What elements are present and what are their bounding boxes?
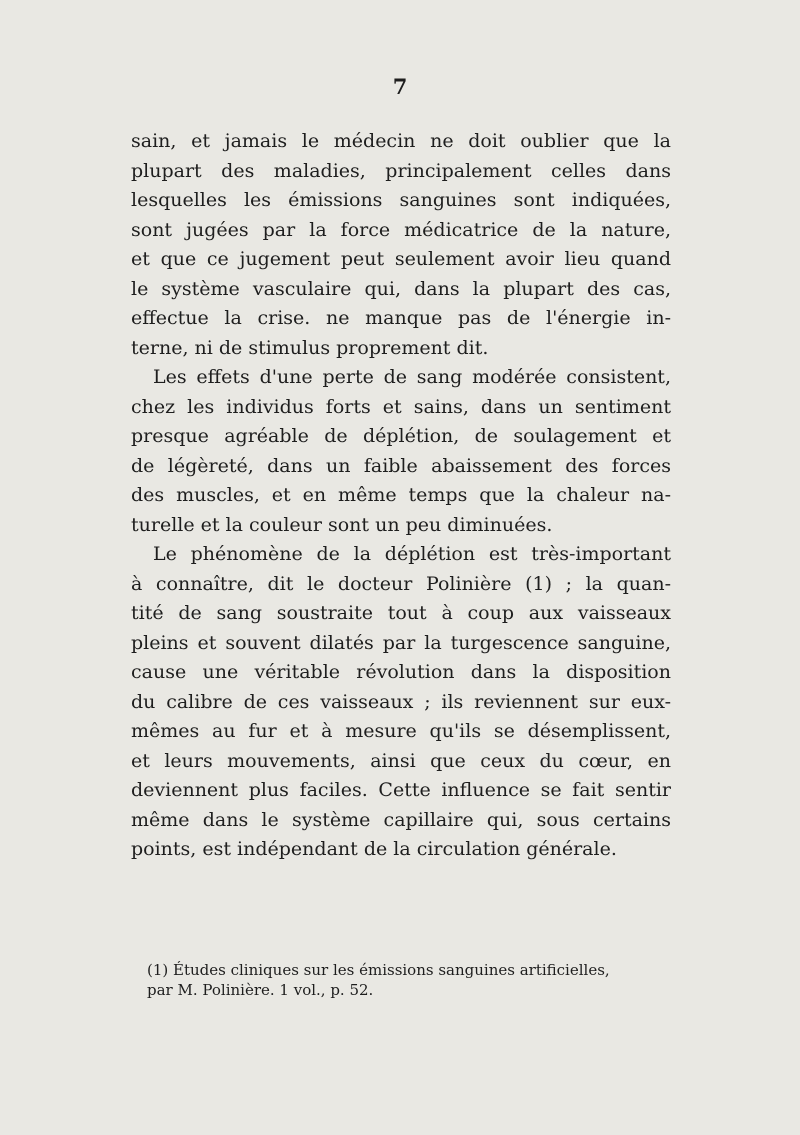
text-line: des muscles, et en même temps que la chaleur na- [131, 484, 671, 506]
text-line: sont jugées par la force médicatrice de la nature, [131, 218, 671, 241]
text-line: du calibre de ces vaisseaux ; ils reviennent sur eux- [131, 690, 671, 713]
text-line: à connaître, dit le docteur Polinière (1) ; la quan- [131, 572, 671, 595]
text-line: effectue la crise. ne manque pas de l'énergie in- [131, 307, 671, 329]
text-line: deviennent plus faciles. Cette influence se fait sentir [131, 779, 671, 801]
text-line: terne, ni de stimulus proprement dit. [131, 336, 489, 359]
text-line: plupart des maladies, principalement celles dans [131, 159, 671, 182]
body-text [131, 127, 671, 865]
footnote-line: par M. Polinière. 1 vol., p. 52. [147, 981, 374, 999]
footnote-line: (1) Études cliniques sur les émissions sanguines artificielles, [147, 961, 610, 979]
text-line: chez les individus forts et sains, dans un sentiment [131, 395, 671, 418]
text-line: presque agréable de déplétion, de soulagement et [131, 425, 671, 447]
text-line: points, est indépendant de la circulation générale. [131, 838, 617, 860]
text-line: cause une véritable révolution dans la disposition [131, 661, 671, 683]
text-line: mêmes au fur et à mesure qu'ils se désemplissent, [131, 720, 671, 742]
text-line: Les effets d'une perte de sang modérée consistent, [153, 366, 671, 388]
footnote [147, 960, 667, 1000]
text-line: pleins et souvent dilatés par la turgescence sanguine, [131, 631, 671, 654]
text-line: et leurs mouvements, ainsi que ceux du cœur, en [131, 749, 671, 772]
page-number: 7 [392, 74, 408, 99]
text-line: le système vasculaire qui, dans la plupart des cas, [131, 277, 671, 300]
text-line: de légèreté, dans un faible abaissement des forces [131, 454, 671, 477]
text-line: même dans le système capillaire qui, sous certains [131, 808, 671, 831]
text-line: Le phénomène de la déplétion est très-important [153, 543, 671, 565]
text-line: et que ce jugement peut seulement avoir lieu quand [131, 248, 671, 270]
text-line: sain, et jamais le médecin ne doit oublier que la [131, 130, 671, 152]
text-line: lesquelles les émissions sanguines sont indiquées, [131, 189, 671, 211]
text-line: turelle et la couleur sont un peu diminuées. [131, 513, 553, 536]
text-line: tité de sang soustraite tout à coup aux vaisseaux [131, 602, 671, 624]
